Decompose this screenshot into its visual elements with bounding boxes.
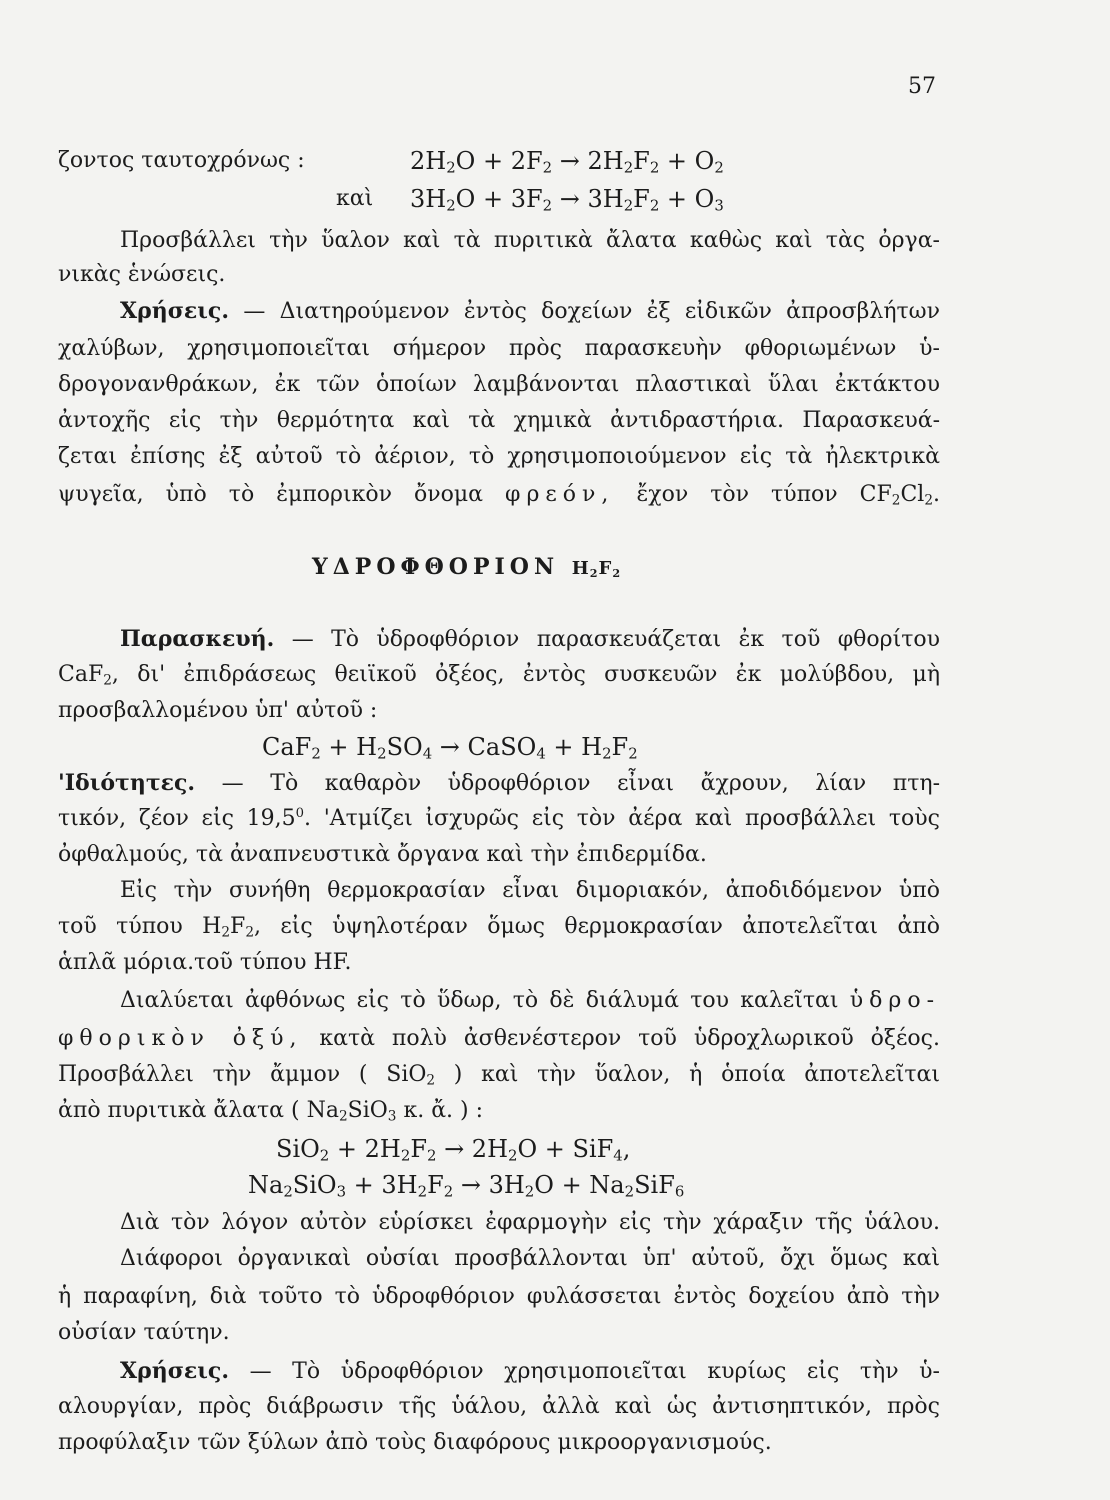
p1-line1: Προσβάλλει τὴν ὕαλον καὶ τὰ πυριτικὰ ἄλατα καθὼς καὶ τὰς ὀργα-: [120, 228, 940, 253]
props-p5-line1: Διάφοροι ὀργανικαὶ οὐσίαι προσβάλλονται ὑπ' αὐτοῦ, ὄχι ὅμως καὶ: [120, 1246, 940, 1271]
equation-fluorite-sulfuric: $CaF_2 + H_2SO_4$ → CaSO$_4$ + $H_2F_2$: [262, 733, 638, 763]
props-p3-line4: ἀπὸ πυριτικὰ ἄλατα ( $Na_2SiO_3$ κ. ἄ. ) :: [58, 1098, 484, 1125]
uses2-line2: αλουργίαν, πρὸς διάβρωσιν τῆς ὑάλου, ἀλλὰ καὶ ὡς ἀντισηπτικόν, πρὸς: [58, 1394, 940, 1419]
props-p4: Διὰ τὸν λόγον αὐτὸν εὑρίσκει ἐφαρμογὴν εἰς τὴν χάραξιν τῆς ὑάλου.: [120, 1210, 940, 1235]
props-p5-line3: οὐσίαν ταύτην.: [58, 1320, 230, 1345]
prep-line2: CaF$_2$, δι' ἐπιδράσεως θειϊκοῦ ὀξέος, ἐντὸς συσκευῶν ἐκ μολύβδου, μὴ: [58, 662, 940, 689]
equation-water-fluorine-2: $3H_2O + 3F_2 \to 3H_2F_2 + O_3$: [410, 185, 724, 215]
props-p3-line3: Προσβάλλει τὴν ἄμμον ( SiO$_2$ ) καὶ τὴν ὕαλον, ἡ ὁποία ἀποτελεῖται: [58, 1062, 940, 1089]
equation-sodium-silicate: $Na_2SiO_3 + 3H_2F_2 \to 3H_2O + Na_2SiF_6$: [248, 1171, 685, 1201]
uses1-line2: χαλύβων, χρησιμοποιεῖται σήμερον πρὸς παρασκευὴν φθοριωμένων ὑ-: [58, 336, 940, 361]
uses2-line3: προφύλαξιν τῶν ξύλων ἀπὸ τοὺς διαφόρους μικροοργανισμούς.: [58, 1430, 772, 1455]
props-p5-line2: ἡ παραφίνη, διὰ τοῦτο τὸ ὑδροφθόριον φυλάσσεται ἐντὸς δοχείου ἀπὸ τὴν: [58, 1284, 940, 1309]
props-line1: 'Ιδιότητες. — Τὸ καθαρὸν ὑδροφθόριον εἶναι ἄχρουν, λίαν πτη-: [58, 770, 940, 796]
intro-lead: ζοντος ταυτοχρόνως :: [58, 148, 305, 173]
props-p2-line1: Εἰς τὴν συνήθη θερμοκρασίαν εἶναι διμοριακόν, ἀποδιδόμενον ὑπὸ: [120, 878, 940, 903]
p1-line2: νικὰς ἑνώσεις.: [58, 262, 226, 287]
equation-silica: $SiO_2 + 2H_2F_2 \to 2H_2O + SiF_4$,: [276, 1135, 631, 1165]
props-p2-line3: ἁπλᾶ μόρια.τοῦ τύπου HF.: [58, 950, 352, 975]
props-p3-line1: Διαλύεται ἀφθόνως εἰς τὸ ὕδωρ, τὸ δὲ διάλυμά του καλεῖται ὑδρο-: [120, 988, 940, 1013]
prep-line3: προσβαλλομένου ὑπ' αὐτοῦ :: [58, 698, 378, 723]
uses1-line4: ἀντοχῆς εἰς τὴν θερμότητα καὶ τὰ χημικὰ ἀντιδραστήρια. Παρασκευά-: [58, 408, 940, 433]
props-line2: τικόν, ζέον εἰς 19,5$^0$. 'Ατμίζει ἰσχυρῶς εἰς τὸν ἀέρα καὶ προσβάλλει τοὺς: [58, 806, 940, 831]
uses2-line1: Χρήσεις. — Τὸ ὑδροφθόριον χρησιμοποιεῖται κυρίως εἰς τὴν ὑ-: [120, 1358, 940, 1384]
uses1-line3: δρογονανθράκων, ἐκ τῶν ὁποίων λαμβάνονται πλαστικαὶ ὕλαι ἐκτάκτου: [58, 372, 940, 397]
props-p3-line2: φθορικὸν ὀξύ, κατὰ πολὺ ἀσθενέστερον τοῦ ὑδροχλωρικοῦ ὀξέος.: [58, 1026, 940, 1051]
section-heading: ΥΔΡΟΦΘΟΡΙΟΝ $H_2F_2$: [312, 554, 622, 580]
uses1-line6: ψυγεῖα, ὑπὸ τὸ ἐμπορικὸν ὄνομα φρεόν, ἔχον τὸν τύπον $CF_2Cl_2$.: [58, 482, 941, 509]
intro-kai: καὶ: [336, 186, 374, 211]
equation-water-fluorine-1: $2H_2O + 2F_2 \to 2H_2F_2 + O_2$: [410, 147, 724, 177]
uses1-line1: Χρήσεις. — Διατηρούμενον ἐντὸς δοχείων ἐξ εἰδικῶν ἀπροσβλήτων: [120, 298, 940, 324]
uses1-line5: ζεται ἐπίσης ἐξ αὐτοῦ τὸ ἀέριον, τὸ χρησιμοποιούμενον εἰς τὰ ἠλεκτρικὰ: [58, 444, 940, 469]
prep-line1: Παρασκευή. — Τὸ ὑδροφθόριον παρασκευάζεται ἐκ τοῦ φθορίτου: [120, 626, 940, 652]
props-p2-line2: τοῦ τύπου $H_2F_2$, εἰς ὑψηλοτέραν ὅμως θερμοκρασίαν ἀποτελεῖται ἀπὸ: [58, 914, 940, 941]
page-number: 57: [908, 74, 936, 99]
props-line3: ὀφθαλμούς, τὰ ἀναπνευστικὰ ὄργανα καὶ τὴν ἐπιδερμίδα.: [58, 842, 707, 867]
